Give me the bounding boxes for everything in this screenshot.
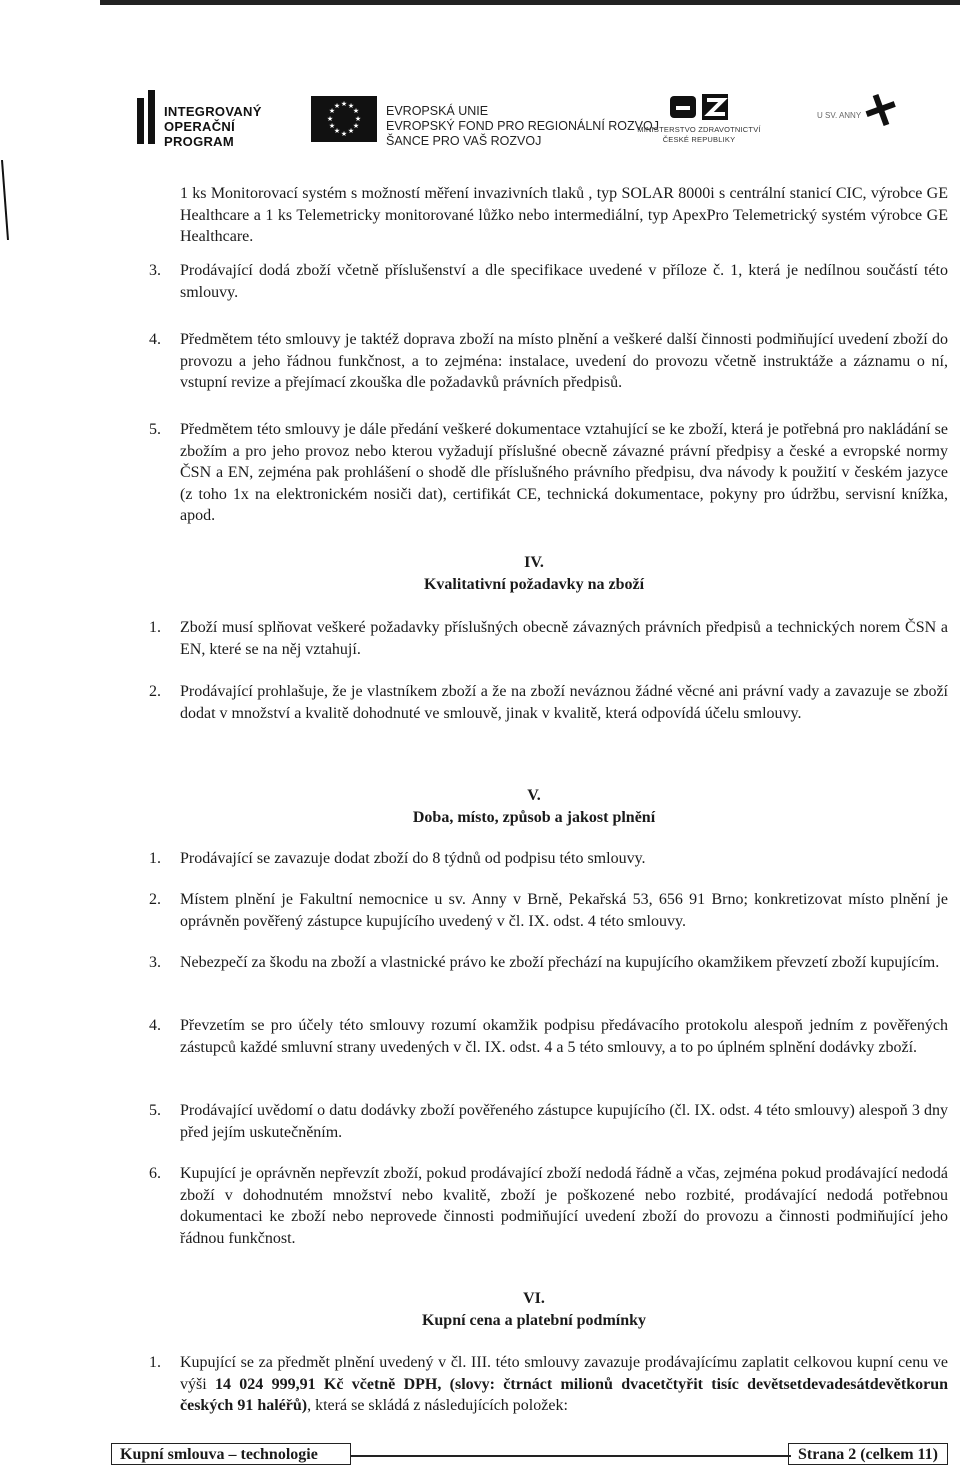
svg-text:★: ★ — [354, 115, 362, 123]
section-numeral: IV. — [524, 554, 544, 571]
svg-text:★: ★ — [328, 107, 336, 115]
iop-logo-text: INTEGROVANÝ OPERAČNÍ PROGRAM — [164, 104, 262, 149]
svg-text:★: ★ — [347, 102, 355, 110]
section-numeral: VI. — [523, 1290, 545, 1307]
scan-top-border — [100, 0, 960, 5]
section-title: Doba, místo, způsob a jakost plnění — [412, 809, 656, 826]
section-numeral: V. — [527, 787, 541, 804]
svg-text:★: ★ — [333, 127, 341, 135]
hospital-logo-text: U SV. ANNY — [817, 111, 862, 120]
intro-paragraph: 1 ks Monitorovací systém s možností měření invazivních tlaků , typ SOLAR 8000i s centrální stanicí CIC, výrobce GE Healthcare a 1 ks Telemetricky monitorované lůžko nebo intermediální, typ ApexPro Telemetrický systém výrobce GE Healthcare. — [180, 185, 948, 245]
section-title: Kupní cena a platební podmínky — [421, 1312, 647, 1329]
svg-text:★: ★ — [326, 115, 334, 123]
svg-text:★: ★ — [352, 107, 360, 115]
scan-edge-mark — [0, 160, 10, 240]
footer-page-number: Strana 2 (celkem 11) — [788, 1443, 948, 1465]
eu-flag-icon — [311, 96, 377, 142]
ministry-logo-text: MINISTERSTVO ZDRAVOTNICTVÍ ČESKÉ REPUBLIKY — [637, 125, 761, 144]
svg-text:★: ★ — [347, 127, 355, 135]
iop-logo-bar — [148, 90, 155, 144]
footer-divider — [351, 1455, 791, 1457]
document-header — [0, 88, 960, 158]
svg-text:★: ★ — [352, 122, 360, 130]
price-paragraph: Kupující se za předmět plnění uvedený v čl. III. této smlouvy zavazuje prodávajícímu zaplatit celkovou kupní cenu ve výši 14 024 999,91 Kč včetně DPH, (slovy: čtrnáct milionů dvacetčtyřit tisíc devětsetdevadesátdevětkorun českých 91 haléřů), která se skládá z následujících položek: — [180, 1354, 948, 1414]
eu-logo-text: EVROPSKÁ UNIE EVROPSKÝ FOND PRO REGIONÁLNÍ ROZVOJ ŠANCE PRO VAŠ ROZVOJ — [386, 104, 659, 148]
section-title: Kvalitativní požadavky na zboží — [423, 576, 645, 593]
footer-document-title: Kupní smlouva – technologie — [111, 1443, 351, 1465]
ministry-logo-icon — [670, 94, 730, 120]
hospital-cross-icon — [860, 92, 902, 132]
svg-text:★: ★ — [333, 102, 341, 110]
total-price: 14 024 999,91 Kč včetně DPH, (slovy: čtrnáct milionů dvacetčtyřit tisíc devětsetdevadesátdevětkorun českých 91 haléřů) — [180, 1375, 948, 1414]
page-footer — [111, 1443, 948, 1467]
svg-text:★: ★ — [340, 130, 348, 138]
svg-text:★: ★ — [328, 122, 336, 130]
svg-text:★: ★ — [340, 100, 348, 108]
iop-logo-bar — [137, 98, 144, 144]
